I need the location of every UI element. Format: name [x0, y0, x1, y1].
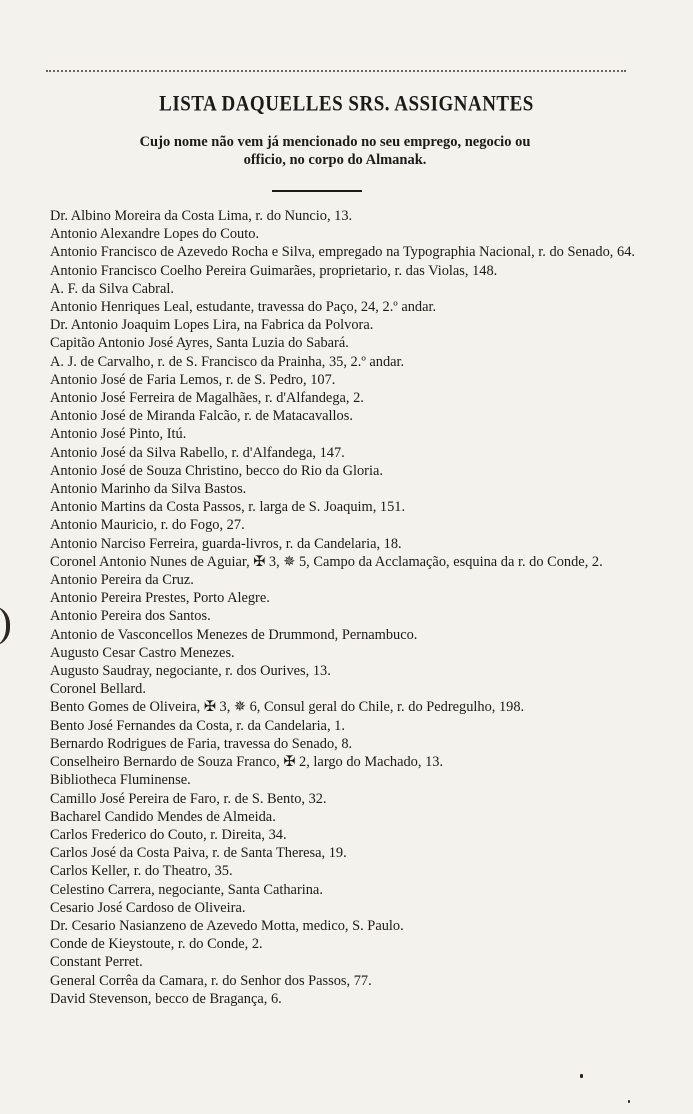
- list-item: Antonio Pereira dos Santos.: [50, 608, 211, 625]
- list-item: Celestino Carrera, negociante, Santa Catharina.: [50, 881, 323, 898]
- list-item: Bibliotheca Fluminense.: [50, 772, 191, 789]
- subtitle-line-2: officio, no corpo do Almanak.: [243, 152, 427, 168]
- ink-speck: [628, 1100, 630, 1103]
- page-title: LISTA DAQUELLES SRS. ASSIGNANTES: [159, 92, 534, 117]
- list-item: Conselheiro Bernardo de Souza Franco, ✠ 2, largo do Machado, 13.: [50, 754, 444, 771]
- list-item: Constant Perret.: [50, 954, 143, 971]
- list-item: Antonio José Pinto, Itú.: [50, 426, 187, 443]
- list-item: Carlos Keller, r. do Theatro, 35.: [50, 863, 233, 880]
- ink-speck: [580, 1074, 583, 1078]
- list-item: Coronel Antonio Nunes de Aguiar, ✠ 3, ✵ 5, Campo da Acclamação, esquina da r. do Conde, 2.: [50, 553, 603, 570]
- list-item: David Stevenson, becco de Bragança, 6.: [50, 990, 282, 1007]
- list-item: Antonio Marinho da Silva Bastos.: [50, 481, 247, 498]
- list-item: Capitão Antonio José Ayres, Santa Luzia do Sabará.: [50, 335, 349, 352]
- separator-rule: [272, 190, 362, 192]
- subtitle-line-1: Cujo nome não vem já mencionado no seu emprego, negocio ou: [139, 134, 531, 150]
- list-item: Antonio Mauricio, r. do Fogo, 27.: [50, 517, 245, 534]
- list-item: Bento Gomes de Oliveira, ✠ 3, ✵ 6, Consul geral do Chile, r. do Pedregulho, 198.: [50, 699, 525, 716]
- list-item: General Corrêa da Camara, r. do Senhor dos Passos, 77.: [50, 972, 372, 989]
- list-item: Bernardo Rodrigues de Faria, travessa do Senado, 8.: [50, 735, 353, 752]
- subscriber-list: [50, 207, 650, 1008]
- list-item: Antonio José da Silva Rabello, r. d'Alfandega, 147.: [50, 444, 345, 461]
- list-item: Bento José Fernandes da Costa, r. da Candelaria, 1.: [50, 717, 345, 734]
- list-item: Dr. Albino Moreira da Costa Lima, r. do Nuncio, 13.: [50, 208, 353, 224]
- list-item: Antonio Narciso Ferreira, guarda-livros, r. da Candelaria, 18.: [50, 535, 402, 552]
- list-item: Dr. Cesario Nasianzeno de Azevedo Motta, medico, S. Paulo.: [50, 917, 404, 934]
- list-item: Dr. Antonio Joaquim Lopes Lira, na Fabrica da Polvora.: [50, 317, 374, 334]
- list-item: Augusto Saudray, negociante, r. dos Ourives, 13.: [50, 663, 331, 680]
- list-item: Antonio José de Faria Lemos, r. de S. Pedro, 107.: [50, 371, 336, 388]
- list-item: Antonio Henriques Leal, estudante, travessa do Paço, 24, 2.º andar.: [50, 299, 437, 316]
- list-item: Conde de Kieystoute, r. do Conde, 2.: [50, 936, 263, 953]
- binding-shadow: [0, 606, 10, 646]
- list-item: Antonio Francisco Coelho Pereira Guimarães, proprietario, r. das Violas, 148.: [50, 262, 498, 279]
- list-item: Carlos José da Costa Paiva, r. de Santa Theresa, 19.: [50, 845, 347, 862]
- list-item: Antonio José Ferreira de Magalhães, r. d'Alfandega, 2.: [50, 390, 364, 407]
- list-item: Antonio de Vasconcellos Menezes de Drummond, Pernambuco.: [50, 626, 418, 643]
- list-item: Camillo José Pereira de Faro, r. de S. Bento, 32.: [50, 790, 327, 807]
- list-item: A. J. de Carvalho, r. de S. Francisco da Prainha, 35, 2.º andar.: [50, 353, 405, 370]
- list-item: Antonio Pereira da Cruz.: [50, 572, 194, 589]
- list-item: Antonio Francisco de Azevedo Rocha e Silva, empregado na Typographia Nacional, r. do Senado, 64.: [50, 244, 635, 261]
- list-item: A. F. da Silva Cabral.: [50, 280, 174, 297]
- page-subtitle: [80, 133, 590, 169]
- list-item: Antonio José de Souza Christino, becco do Rio da Gloria.: [50, 462, 383, 479]
- list-item: Cesario José Cardoso de Oliveira.: [50, 899, 246, 916]
- list-item: Coronel Bellard.: [50, 681, 146, 698]
- list-item: Carlos Frederico do Couto, r. Direita, 34.: [50, 826, 287, 843]
- list-item: Antonio Alexandre Lopes do Couto.: [50, 226, 260, 243]
- list-item: Antonio José de Miranda Falcão, r. de Matacavallos.: [50, 408, 353, 425]
- list-item: Augusto Cesar Castro Menezes.: [50, 644, 235, 661]
- list-item: Bacharel Candido Mendes de Almeida.: [50, 808, 276, 825]
- dotted-top-rule: [46, 70, 626, 72]
- list-item: Antonio Martins da Costa Passos, r. larga de S. Joaquim, 151.: [50, 499, 406, 516]
- list-item: Antonio Pereira Prestes, Porto Alegre.: [50, 590, 270, 607]
